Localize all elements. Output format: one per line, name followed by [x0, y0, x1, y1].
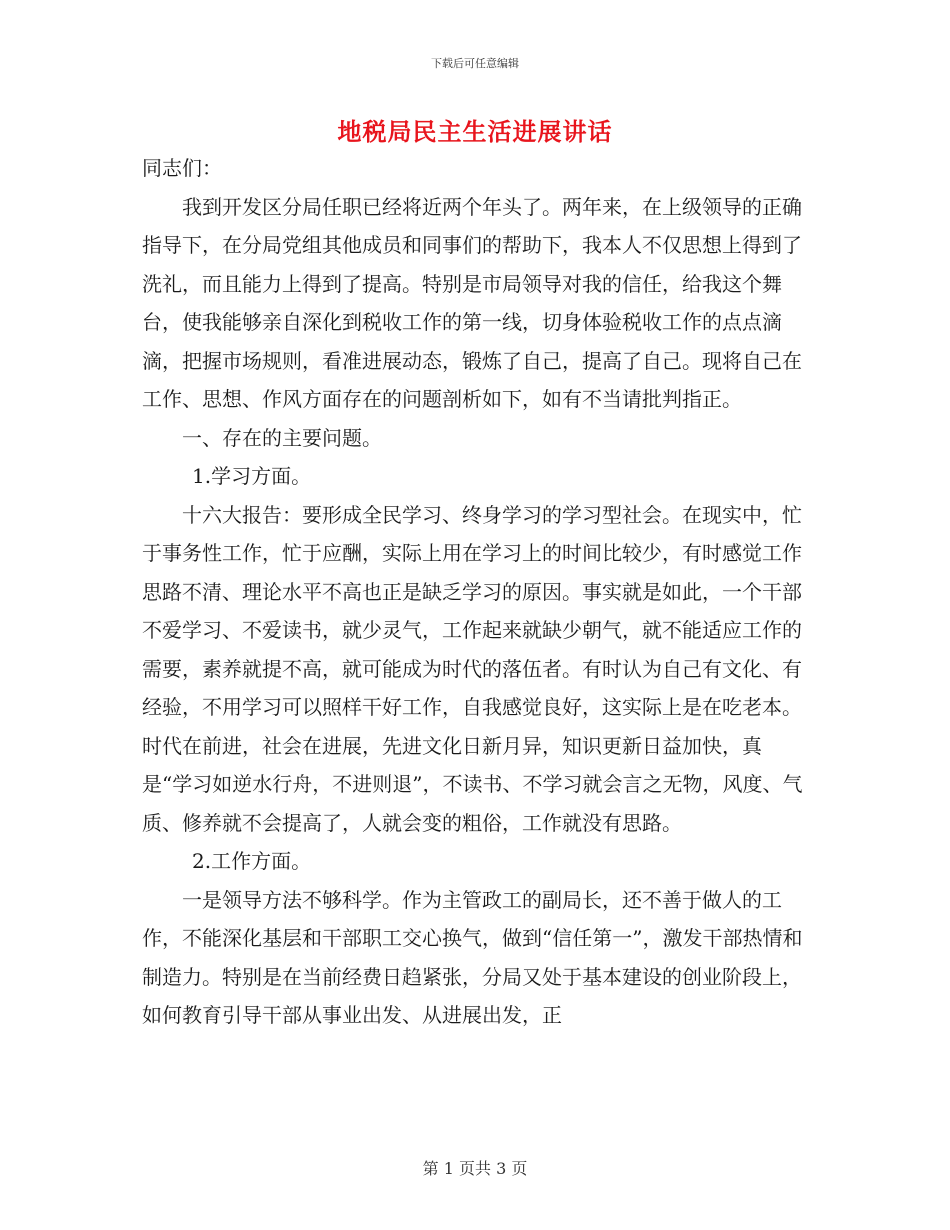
- paragraph-study: 十六大报告：要形成全民学习、终身学习的学习型社会。在现实中，忙于事务性工作，忙于应酬，实际上用在学习上的时间比较少，有时感觉工作思路不清、理论水平不高也正是缺乏学习的原因。事实就是如此，一个干部不爱学习、不爱读书，就少灵气，工作起来就缺少朝气，就不能适应工作的需要，素养就提不高，就可能成为时代的落伍者。有时认为自己有文化、有经验，不用学习可以照样干好工作，自我感觉良好，这实际上是在吃老本。时代在前进，社会在进展，先进文化日新月异，知识更新日益加快，真是“学习如逆水行舟，不进则退”，不读书、不学习就会言之无物，风度、气质、修养就不会提高了，人就会变的粗俗，工作就没有思路。: [142, 502, 803, 835]
- paragraph-work: 一是领导方法不够科学。作为主管政工的副局长，还不善于做人的工作，不能深化基层和干部职工交心换气，做到“信任第一”，激发干部热情和制造力。特别是在当前经费日趋紧张，分局又处于基本建设的创业阶段上，如何教育引导干部从事业出发、从进展出发，正: [142, 887, 803, 1027]
- subsection-heading-work: 2.工作方面。: [192, 849, 312, 873]
- page-number: 第 1 页共 3 页: [422, 1159, 528, 1178]
- document-title: 地税局民主生活进展讲话: [337, 118, 613, 146]
- document-body: [142, 149, 808, 1035]
- salutation: 同志们：: [142, 156, 222, 180]
- section-heading-problems: 一、存在的主要问题。: [182, 425, 382, 450]
- paragraph-intro: 我到开发区分局任职已经将近两个年头了。两年来，在上级领导的正确指导下，在分局党组其他成员和同事们的帮助下，我本人不仅思想上得到了洗礼，而且能力上得到了提高。特别是市局领导对我的信任，给我这个舞台，使我能够亲自深化到税收工作的第一线，切身体验税收工作的点点滴滴，把握市场规则，看准进展动态，锻炼了自己，提高了自己。现将自己在工作、思想、作风方面存在的问题剖析如下，如有不当请批判指正。: [142, 194, 802, 411]
- subsection-heading-study: 1.学习方面。: [192, 464, 312, 488]
- page-header-note: 下载后可任意编辑: [431, 57, 519, 70]
